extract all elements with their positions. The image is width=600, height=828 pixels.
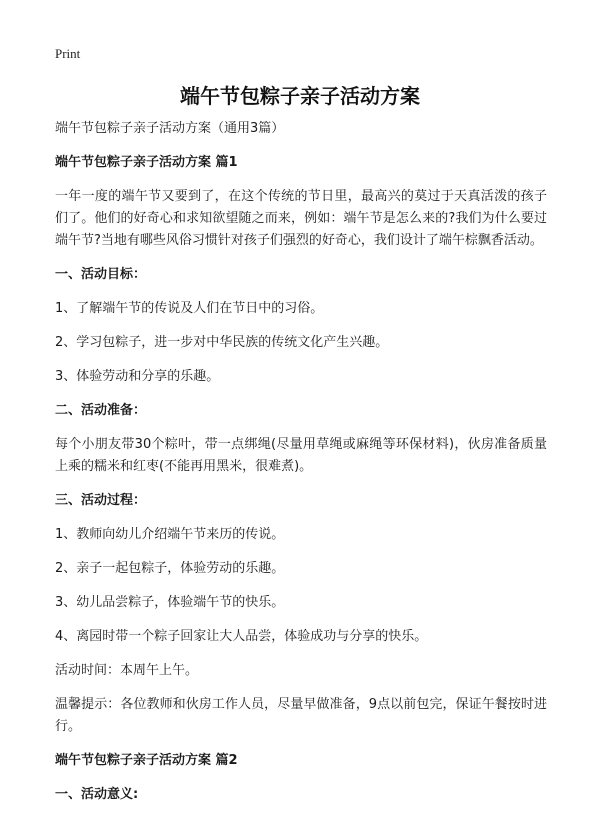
document-title: 端午节包粽子亲子活动方案 xyxy=(180,84,420,108)
process-item: 1、教师向幼儿介绍端午节来历的传说。 xyxy=(55,527,285,542)
process-item: 2、亲子一起包粽子，体验劳动的乐趣。 xyxy=(55,561,285,576)
article-2-title: 端午节包粽子亲子活动方案 篇2 xyxy=(55,753,238,768)
goal-item: 1、了解端午节的传说及人们在节日中的习俗。 xyxy=(55,301,324,316)
warm-tips: 温馨提示：各位教师和伙房工作人员，尽量早做准备，9点以前包完，保证午餐按时进行。 xyxy=(55,697,547,734)
prep-heading: 二、活动准备： xyxy=(55,403,147,418)
process-item: 3、幼儿品尝粽子，体验端午节的快乐。 xyxy=(55,595,285,610)
goal-item: 2、学习包粽子，进一步对中华民族的传统文化产生兴趣。 xyxy=(55,335,389,350)
article-1-title: 端午节包粽子亲子活动方案 篇1 xyxy=(55,155,238,170)
article-1-intro: 一年一度的端午节又要到了，在这个传统的节日里，最高兴的莫过于天真活泼的孩子们了。他们的好奇心和求知欲望随之而来，例如：端午节是怎么来的?我们为什么要过端午节?当地有哪些风俗习惯针对孩子们强烈的好奇心，我们设计了端午棕飘香活动。 xyxy=(55,189,547,248)
document-subtitle: 端午节包粽子亲子活动方案（通用3篇） xyxy=(55,121,285,136)
activity-time: 活动时间：本周午上午。 xyxy=(55,663,199,678)
goal-item: 3、体验劳动和分享的乐趣。 xyxy=(55,369,220,384)
print-link[interactable]: Print xyxy=(55,46,81,61)
goals-heading: 一、活动目标： xyxy=(55,267,147,282)
process-item: 4、离园时带一个粽子回家让大人品尝，体验成功与分享的快乐。 xyxy=(55,629,428,644)
meaning-heading: 一、活动意义: xyxy=(55,787,139,802)
prep-text: 每个小朋友带30个粽叶，带一点绑绳(尽量用草绳或麻绳等环保材料)，伙房准备质量上乘的糯米和红枣(不能再用黑米，很难煮)。 xyxy=(55,437,547,474)
process-heading: 三、活动过程： xyxy=(55,493,147,508)
document-body xyxy=(55,118,547,818)
